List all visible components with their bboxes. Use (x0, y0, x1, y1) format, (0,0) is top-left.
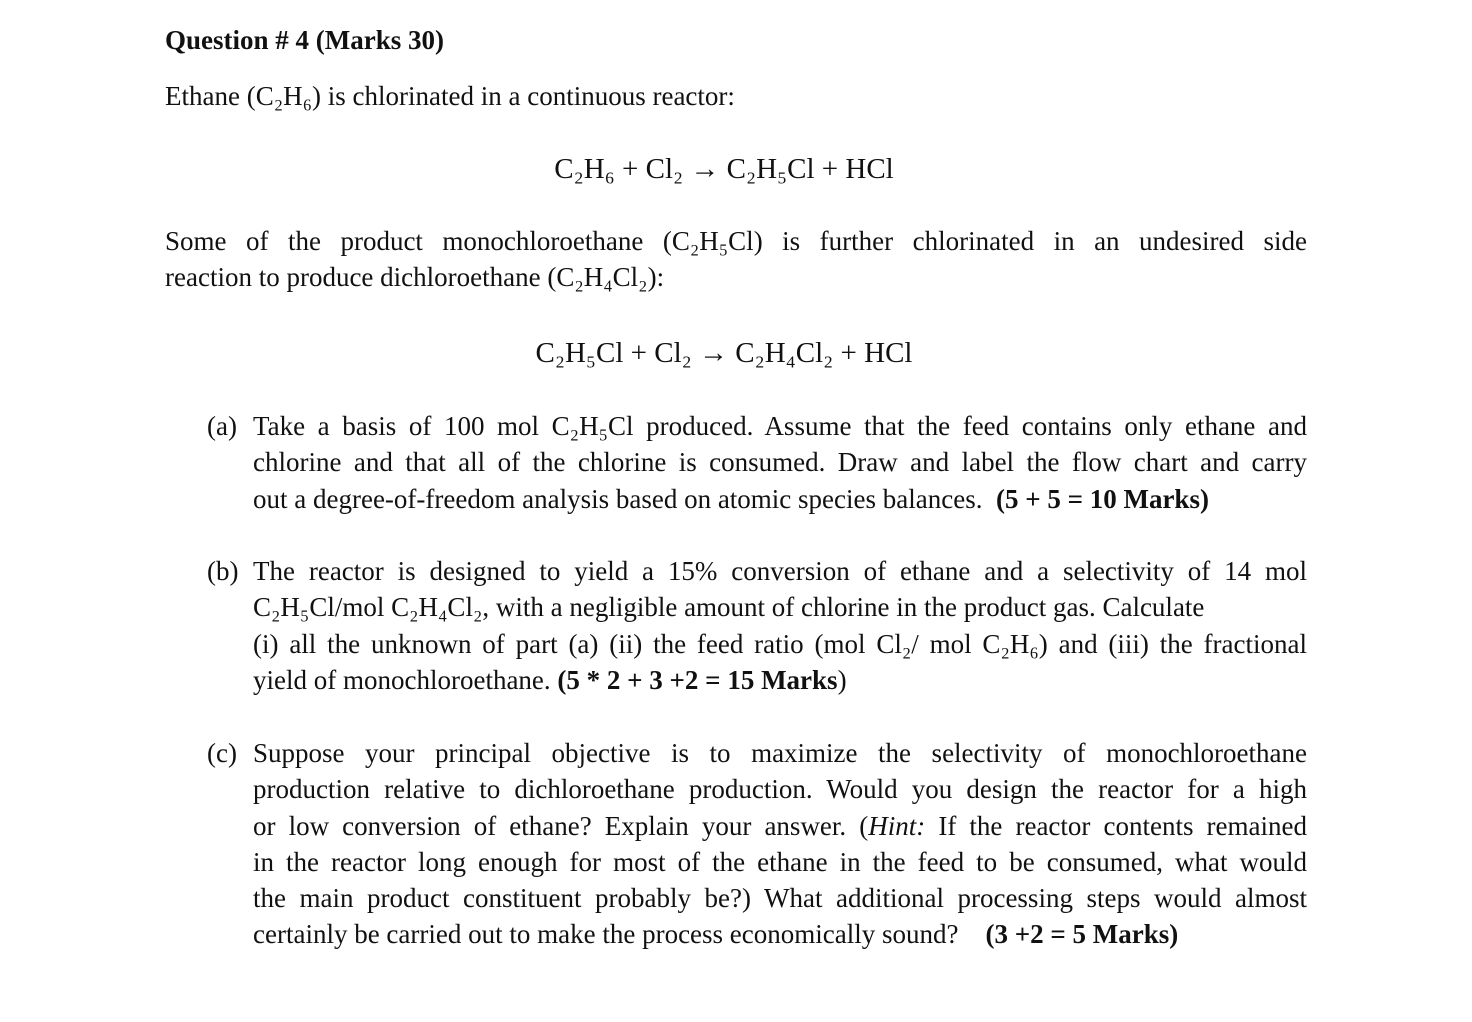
part-c-line6-text: certainly be carried out to make the process economically sound? (253, 919, 959, 950)
part-b-line3: (i) all the unknown of part (a) (ii) the feed ratio (mol Cl₂/ mol C₂H₆) and (iii) the fractional (253, 628, 1307, 659)
intro-text: Ethane (C₂H₆) is chlorinated in a continuous reactor: (165, 81, 735, 111)
part-c-line4: in the reactor long enough for most of the ethane in the feed to be consumed, what would (253, 846, 1307, 877)
part-b-line4 (253, 662, 1307, 698)
part-c-body (253, 735, 1307, 953)
part-c-label: (c) (207, 738, 237, 768)
main-reaction-equation: C₂H₆ + Cl₂ → C₂H₅Cl + HCl (554, 153, 894, 185)
part-c-line1: Suppose your principal objective is to maximize the selectivity of monochloroethane (253, 738, 1307, 768)
part-a-marks: (5 + 5 = 10 Marks) (995, 483, 1209, 514)
question-heading: Question # 4 (Marks 30) (165, 25, 444, 55)
part-a-line2: chlorine and that all of the chlorine is consumed. Draw and label the flow chart and carry (253, 447, 1307, 478)
part-a-line3-text: out a degree-of-freedom analysis based on atomic species balances. (253, 483, 983, 514)
part-b-marks: (5 * 2 + 3 +2 = 15 Marks (557, 664, 838, 695)
part-b-body (253, 553, 1307, 698)
part-a-line3 (253, 481, 1307, 517)
part-c-line3 (253, 808, 1307, 844)
part-b-line4-text: yield of monochloroethane. (253, 664, 551, 695)
part-a-label: (a) (207, 411, 237, 441)
side-reaction-text-line2: reaction to produce dichloroethane (C₂H₄Cl₂): (165, 262, 665, 292)
part-b-line2: C₂H₅Cl/mol C₂H₄Cl₂, with a negligible amount of chlorine in the product gas. Calculate (253, 592, 1205, 623)
part-c-line2: production relative to dichloroethane production. Would you design the reactor for a high (253, 774, 1307, 805)
part-c-hint: Hint: (868, 810, 926, 841)
part-b-marks-close: ) (837, 664, 847, 695)
part-c-line6 (253, 916, 1307, 952)
side-reaction-text-line1: Some of the product monochloroethane (C₂H₅Cl) is further chlorinated in an undesired side (165, 226, 1307, 256)
part-c-line3-pre: or low conversion of ethane? Explain your answer. ( (253, 810, 869, 841)
part-a-body (253, 408, 1307, 517)
part-c-line3-post: If the reactor contents remained (925, 810, 1307, 841)
part-a-line1: Take a basis of 100 mol C₂H₅Cl produced. Assume that the feed contains only ethane and (253, 411, 1307, 441)
part-c-line5: the main product constituent probably be?) What additional processing steps would almost (253, 883, 1307, 914)
part-b-line1: The reactor is designed to yield a 15% conversion of ethane and a selectivity of 14 mol (253, 556, 1307, 586)
side-reaction-equation: C₂H₅Cl + Cl₂ → C₂H₄Cl₂ + HCl (535, 337, 913, 369)
part-b-label: (b) (207, 556, 239, 586)
part-c-marks: (3 +2 = 5 Marks) (985, 919, 1179, 950)
